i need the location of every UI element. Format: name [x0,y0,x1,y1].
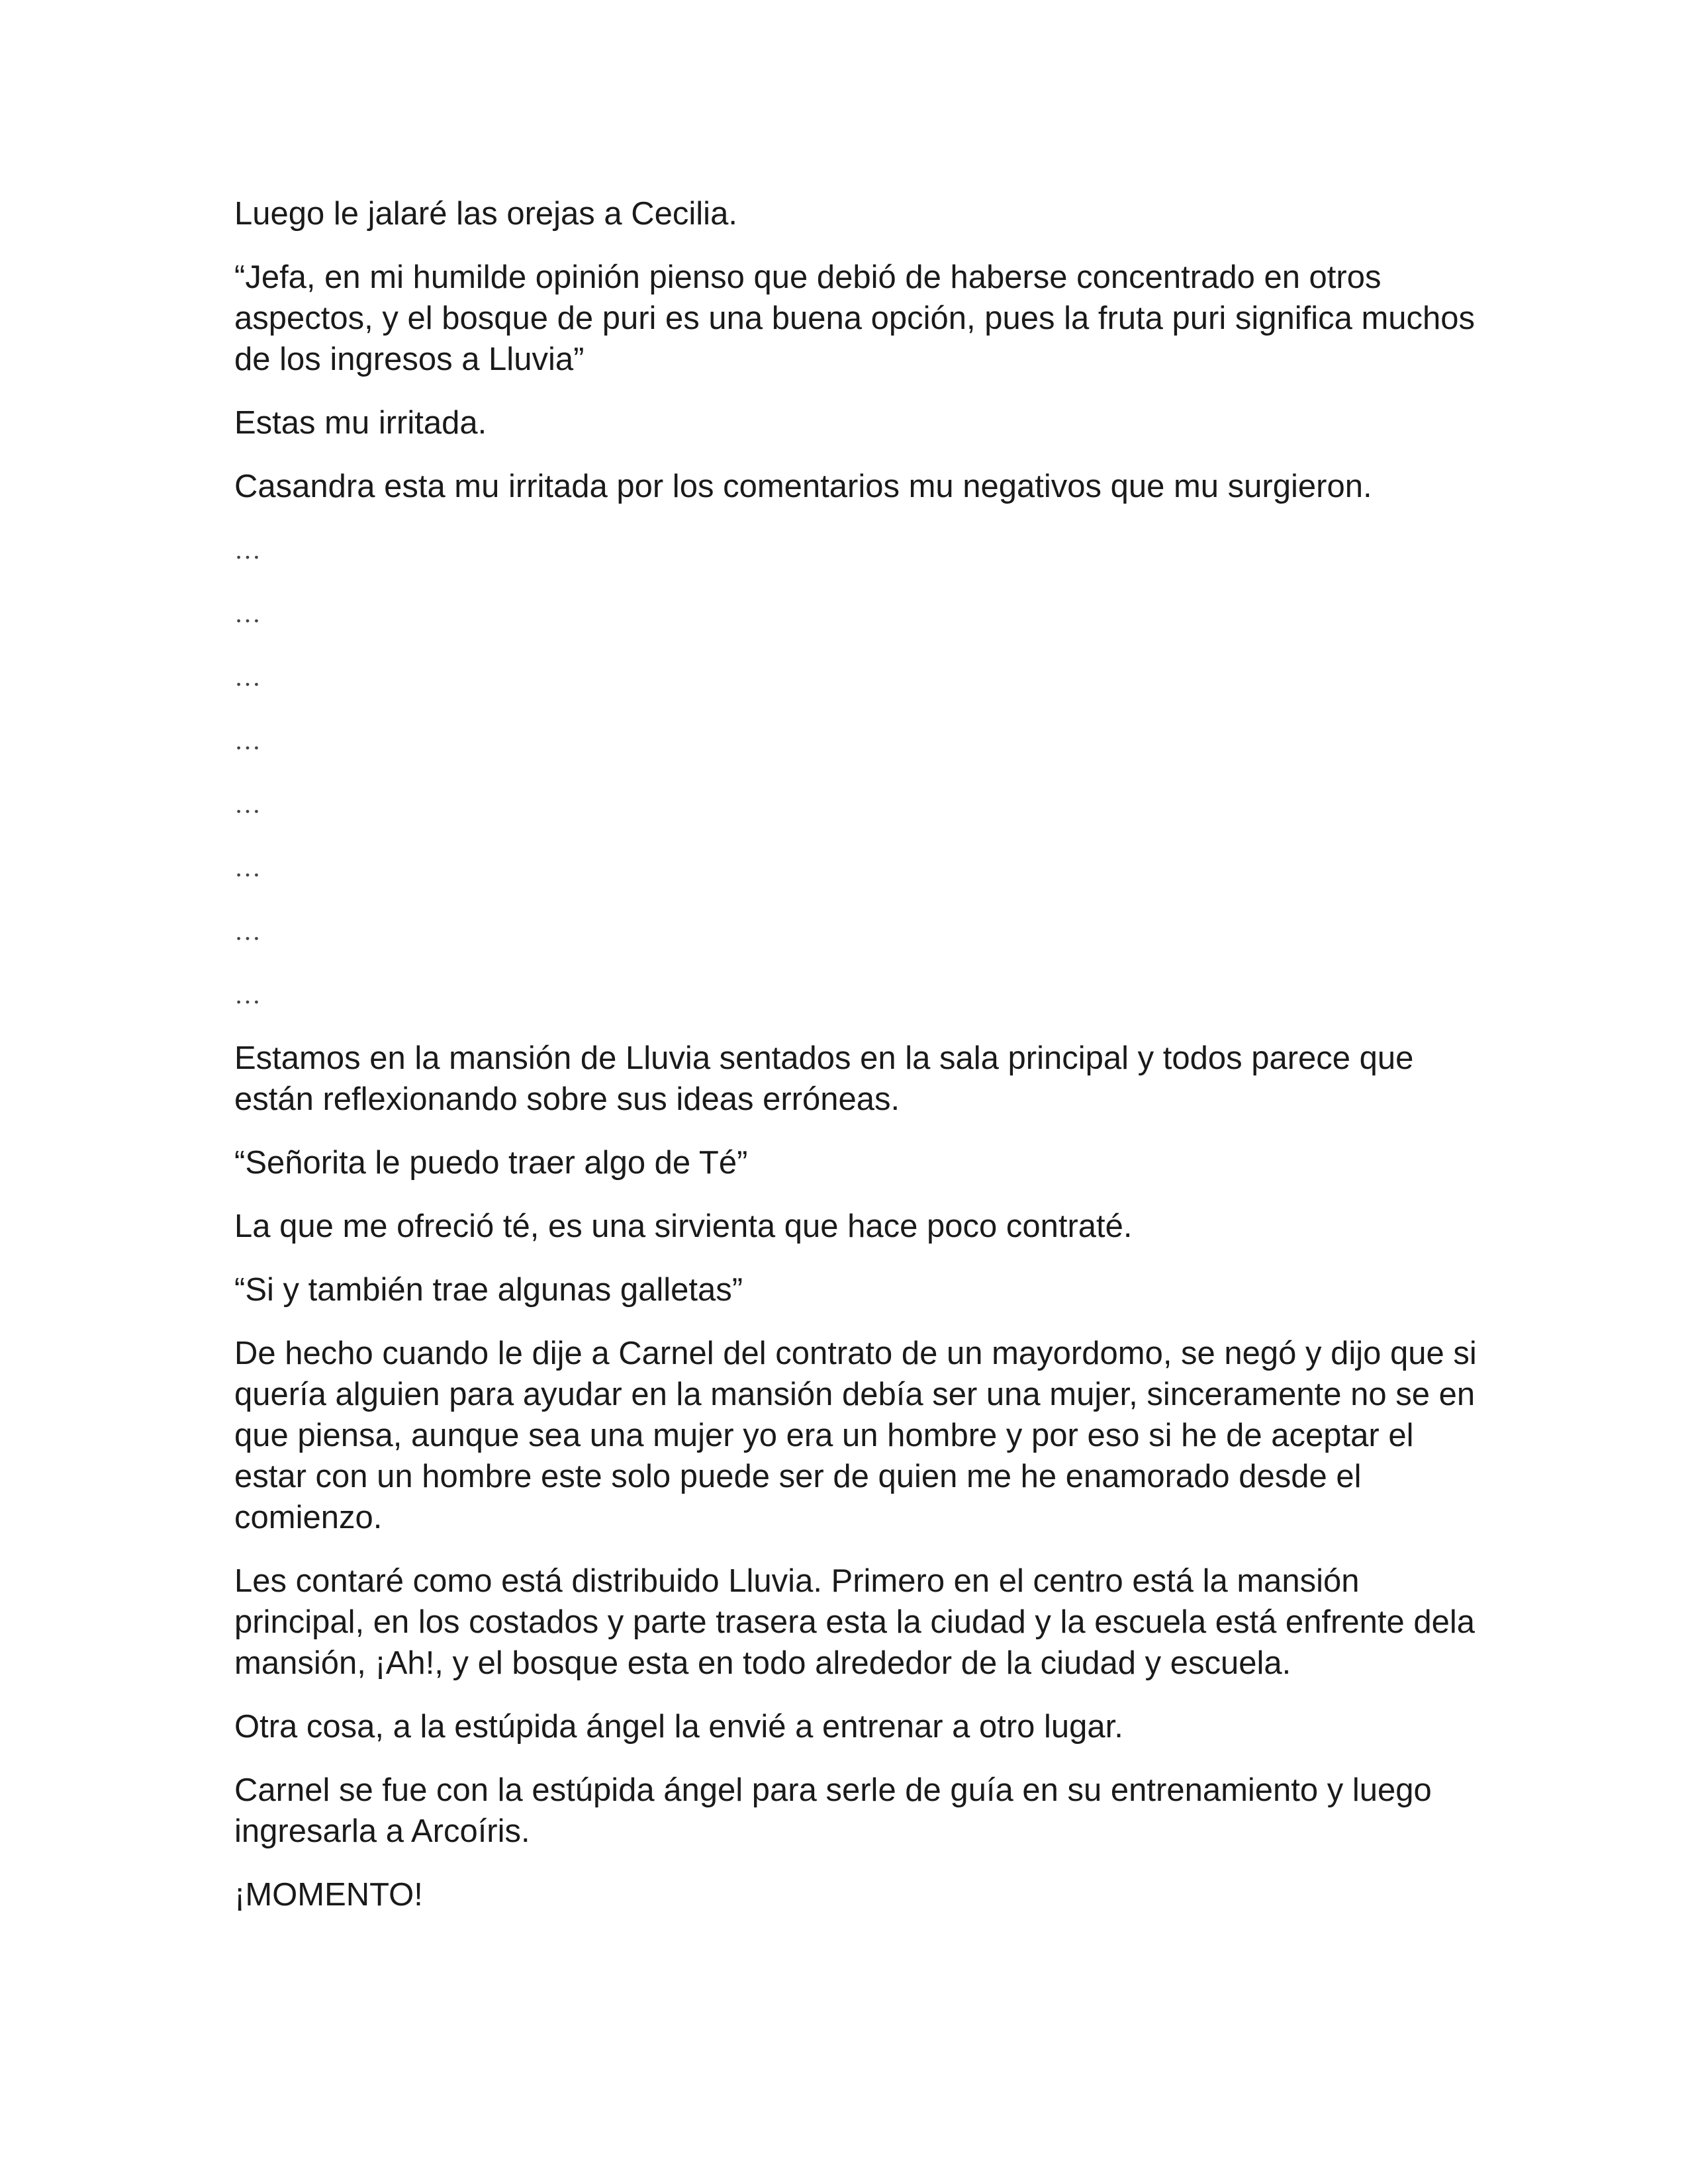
paragraph: De hecho cuando le dije a Carnel del contrato de un mayordomo, se negó y dijo que si quería alguien para ayudar en la mansión debía ser una mujer, sinceramente no se en que piensa, aunque sea una mujer yo era un hombre y por eso si he de aceptar el estar con un hombre este solo puede ser de quien me he enamorado desde el comienzo. [234,1336,1477,1535]
paragraph: Estamos en la mansión de Lluvia sentados en la sala principal y todos parece que están reflexionando sobre sus ideas erróneas. [234,1040,1414,1117]
paragraph: Casandra esta mu irritada por los comentarios mu negativos que mu surgieron. [234,469,1372,504]
paragraph: Les contaré como está distribuido Lluvia. Primero en el centro está la mansión principal, en los costados y parte trasera esta la ciudad y la escuela está enfrente dela mansión, ¡Ah!, y el bosque esta en todo alrededor de la ciudad y escuela. [234,1563,1475,1681]
ellipsis-line: … [234,662,261,692]
paragraph: Carnel se fue con la estúpida ángel para serle de guía en su entrenamiento y luego ingresarla a Arcoíris. [234,1772,1432,1849]
paragraph: Luego le jalaré las orejas a Cecilia. [234,196,737,232]
ellipsis-line: … [234,852,261,882]
document-body [234,193,1479,1938]
paragraph: “Jefa, en mi humilde opinión pienso que debió de haberse concentrado en otros aspectos, y el bosque de puri es una buena opción, pues la fruta puri significa muchos de los ingresos a Lluvia” [234,259,1476,377]
paragraph: “Si y también trae algunas galletas” [234,1272,743,1308]
ellipsis-line: … [234,979,261,1009]
paragraph: La que me ofreció té, es una sirvienta que hace poco contraté. [234,1208,1133,1244]
ellipsis-line: … [234,725,261,755]
ellipsis-line: … [234,789,261,819]
paragraph: ¡MOMENTO! [234,1877,423,1913]
paragraph: Estas mu irritada. [234,405,487,441]
paragraph: “Señorita le puedo traer algo de Té” [234,1145,748,1181]
ellipsis-line: … [234,598,261,628]
paragraph: Otra cosa, a la estúpida ángel la envié a entrenar a otro lugar. [234,1709,1123,1745]
ellipsis-line: … [234,916,261,946]
ellipsis-line: … [234,535,261,565]
